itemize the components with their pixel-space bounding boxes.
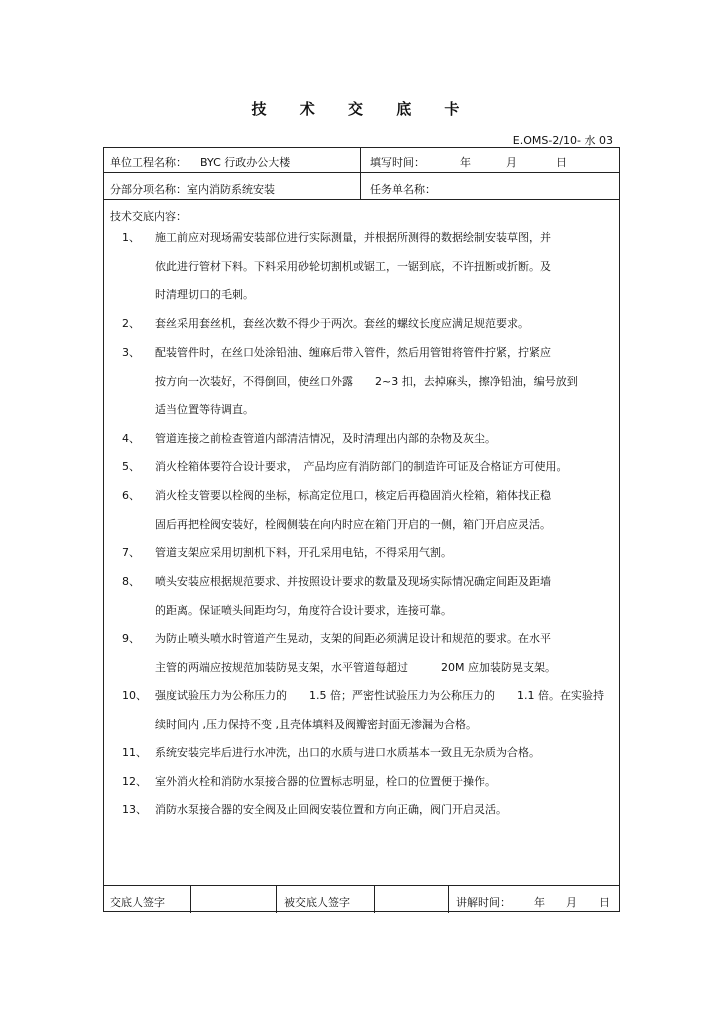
fill-time-month: 月	[506, 156, 517, 169]
document-number: E.OMS-2/10- 水 03	[512, 134, 613, 147]
item-line: 室外消火栓和消防水泵接合器的位置标志明显，栓口的位置便于操作。	[155, 775, 496, 788]
item-line: 强度试验压力为公称压力的 1.5 倍；严密性试验压力为公称压力的 1.1 倍。在实验持	[155, 689, 604, 702]
column-divider	[190, 885, 191, 913]
document-title: 技 术 交 底 卡	[251, 100, 474, 118]
handover-signature-label: 交底人签字	[110, 896, 165, 909]
task-name-label: 任务单名称：	[370, 183, 436, 196]
item-number: 5、	[122, 460, 140, 473]
item-number: 7、	[122, 546, 140, 559]
item-number: 13、	[122, 803, 147, 816]
item-number: 8、	[122, 575, 140, 588]
item-number: 4、	[122, 432, 140, 445]
item-line: 管道支架应采用切割机下料，开孔采用电钻，不得采用气割。	[155, 546, 452, 559]
explain-time-month: 月	[566, 896, 577, 909]
explain-time-year: 年	[534, 896, 545, 909]
item-line: 消防水泵接合器的安全阀及止回阀安装位置和方向正确，阀门开启灵活。	[155, 803, 507, 816]
column-divider	[374, 885, 375, 913]
item-line: 依此进行管材下料。下料采用砂轮切割机或锯工，一锯到底，不许扭断或折断。及	[155, 259, 551, 273]
item-number: 11、	[122, 746, 147, 759]
item-line: 续时间内 ,压力保持不变 ,且壳体填料及阀瓣密封面无渗漏为合格。	[155, 717, 477, 731]
item-number: 1、	[122, 231, 140, 244]
item-line: 施工前应对现场需安装部位进行实际测量，并根据所测得的数据绘制安装草图，并	[155, 231, 551, 244]
row-divider	[104, 199, 619, 200]
column-divider	[360, 148, 361, 199]
item-line: 按方向一次装好，不得倒回，使丝口外露 2~3 扣，去掉麻头，擦净铅油，编号放到	[155, 374, 578, 388]
item-line: 消火栓支管要以栓阀的坐标，标高定位甩口，核定后再稳固消火栓箱，箱体找正稳	[155, 489, 551, 502]
subproject-label: 分部分项名称：室内消防系统安装	[110, 183, 275, 196]
item-line: 适当位置等待调直。	[155, 403, 254, 417]
fill-time-year: 年	[460, 156, 471, 169]
item-number: 2、	[122, 317, 140, 330]
receiver-signature-label: 被交底人签字	[284, 896, 350, 909]
explain-time-day: 日	[599, 896, 610, 909]
item-line: 为防止喷头喷水时管道产生晃动，支架的间距必须满足设计和规范的要求。在水平	[155, 632, 551, 645]
item-number: 3、	[122, 346, 140, 359]
item-line: 喷头安装应根据规范要求、并按照设计要求的数量及现场实际情况确定间距及距墙	[155, 575, 551, 588]
row-divider	[104, 172, 619, 173]
item-line: 时清理切口的毛刺。	[155, 288, 254, 302]
fill-time-day: 日	[556, 156, 567, 169]
item-number: 6、	[122, 489, 140, 502]
item-line: 主管的两端应按规范加装防晃支架，水平管道每超过 20M 应加装防晃支架。	[155, 660, 556, 674]
row-divider	[104, 885, 619, 886]
item-number: 9、	[122, 632, 140, 645]
item-line: 消火栓箱体要符合设计要求， 产品均应有消防部门的制造许可证及合格证方可使用。	[155, 460, 568, 473]
column-divider	[276, 885, 277, 913]
item-line: 系统安装完毕后进行水冲洗，出口的水质与进口水质基本一致且无杂质为合格。	[155, 746, 540, 759]
item-line: 的距离。保证喷头间距均匀，角度符合设计要求，连接可靠。	[155, 603, 452, 617]
item-number: 12、	[122, 775, 147, 788]
content-label: 技术交底内容：	[110, 210, 187, 223]
item-line: 套丝采用套丝机，套丝次数不得少于两次。套丝的螺纹长度应满足规范要求。	[155, 317, 529, 330]
item-line: 配装管件时，在丝口处涂铅油、缠麻后带入管件，然后用管钳将管件拧紧，拧紧应	[155, 346, 551, 359]
item-line: 固后再把栓阀安装好，栓阀侧装在向内时应在箱门开启的一侧，箱门开启应灵活。	[155, 517, 551, 531]
item-line: 管道连接之前检查管道内部清洁情况，及时清理出内部的杂物及灰尘。	[155, 432, 496, 445]
disclosure-table	[103, 147, 620, 912]
item-number: 10、	[122, 689, 147, 702]
column-divider	[448, 885, 449, 913]
fill-time-label: 填写时间：	[370, 156, 425, 169]
project-name-value: BYC 行政办公大楼	[200, 156, 291, 169]
explain-time-label: 讲解时间：	[456, 896, 511, 909]
project-name-label: 单位工程名称：	[110, 156, 187, 169]
